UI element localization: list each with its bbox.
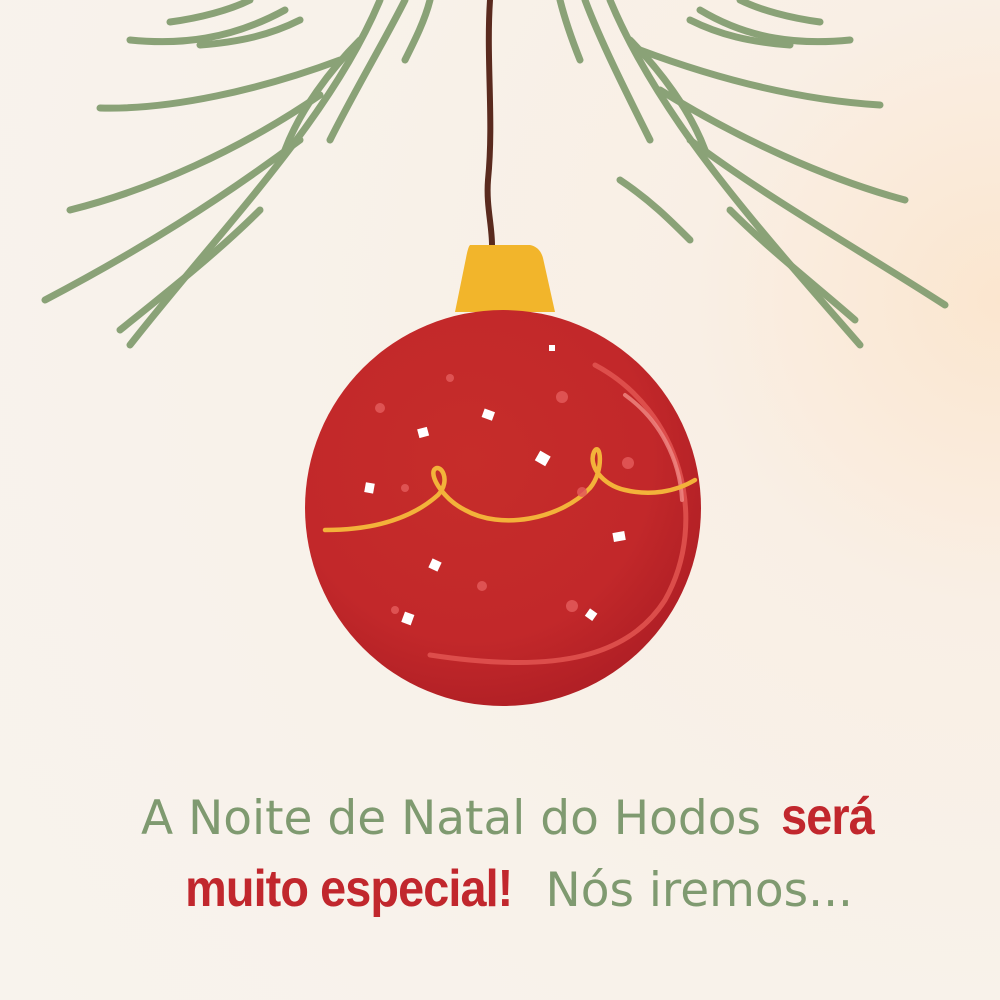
caption <box>60 782 960 926</box>
pine-branch-right <box>560 0 945 345</box>
ornament-ball <box>305 310 701 706</box>
caption-part-1: A Noite de Natal do Hodos <box>141 791 761 846</box>
caption-part-3: muito especial! <box>185 860 513 918</box>
pine-branch-left <box>45 0 430 345</box>
ornament-cap <box>455 245 555 312</box>
caption-part-4: Nós iremos... <box>545 863 853 918</box>
caption-part-2: será <box>781 788 874 846</box>
ornament-string <box>488 0 492 245</box>
